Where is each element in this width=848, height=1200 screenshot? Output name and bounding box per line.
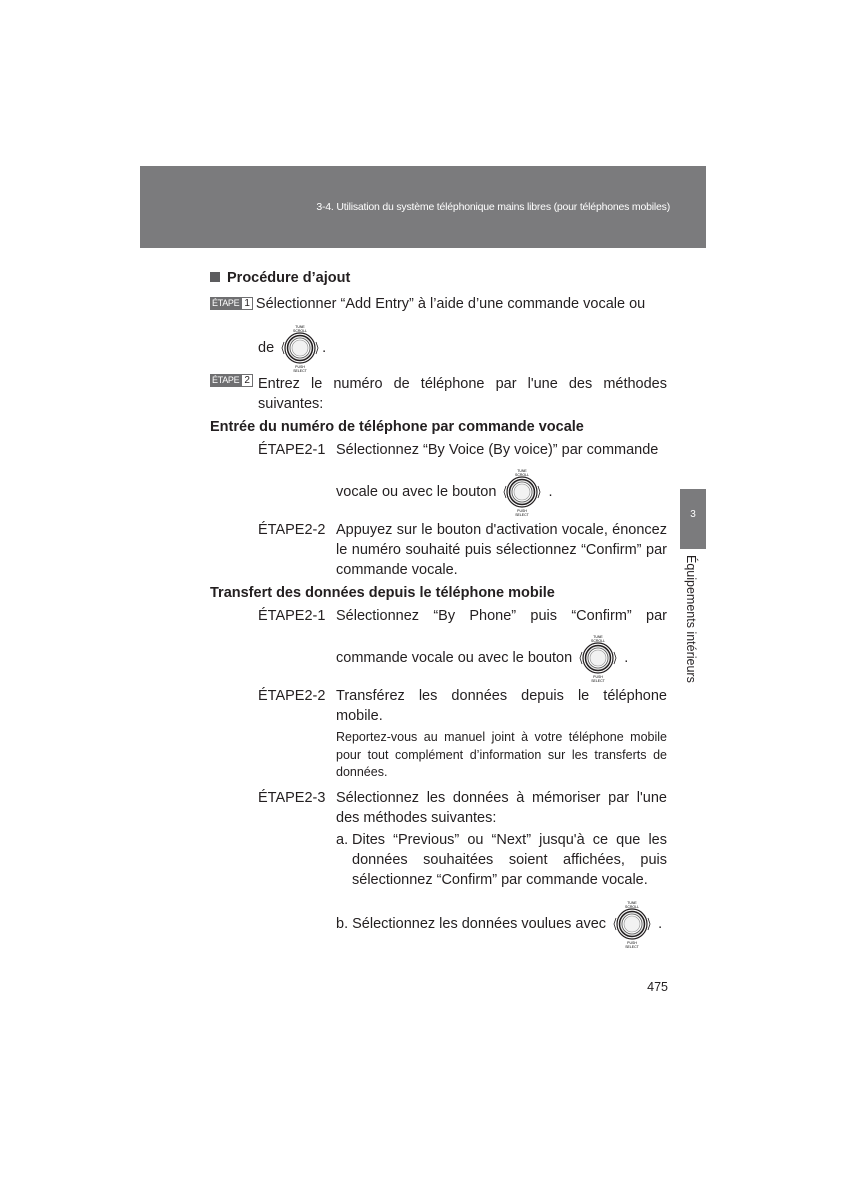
phone-transfer-heading: Transfert des données depuis le téléphone mobile	[210, 585, 555, 601]
step-1	[210, 294, 667, 314]
phone-step-2-3-text: Sélectionnez les données à mémoriser par l'une des méthodes suivantes:	[336, 790, 667, 826]
svg-text:PUSH: PUSH	[295, 365, 306, 369]
voice-step-2-1-text-b: vocale ou avec le bouton	[336, 483, 497, 500]
svg-text:PUSH: PUSH	[593, 675, 604, 679]
tune-knob-icon	[610, 898, 654, 950]
svg-text:SELECT: SELECT	[293, 369, 307, 373]
voice-step-2-1-continuation	[336, 466, 553, 518]
option-b-period: .	[658, 915, 663, 932]
option-b-text: Sélectionnez les données voulues avec	[352, 915, 607, 932]
phone-step-2-2-label: ÉTAPE2-2	[258, 688, 326, 704]
phone-step-2-2-note: Reportez-vous au manuel joint à votre téléphone mobile pour tout complément d’information sur les transferts de données.	[336, 730, 667, 779]
tune-knob-icon	[576, 632, 620, 684]
svg-text:SELECT: SELECT	[515, 513, 530, 517]
phone-step-2-3-label: ÉTAPE2-3	[258, 790, 326, 806]
step-1-text-b: de	[258, 339, 275, 356]
voice-step-2-2-label: ÉTAPE2-2	[258, 522, 326, 538]
svg-text:SCROLL: SCROLL	[591, 639, 606, 643]
voice-step-2-1-text: Sélectionnez “By Voice (By voice)” par commande	[336, 442, 659, 458]
step-2	[210, 374, 667, 414]
phone-step-2-1-continuation	[336, 632, 628, 684]
svg-text:TUNE: TUNE	[295, 325, 305, 329]
tune-knob-icon	[278, 322, 322, 374]
etape-badge-1: ÉTAPE 1	[210, 297, 253, 310]
step-1-text: Sélectionner “Add Entry” à l’aide d’une commande vocale ou	[255, 296, 646, 312]
svg-text:SCROLL: SCROLL	[625, 905, 640, 909]
side-tab-label: Équipements intérieurs	[684, 555, 698, 683]
option-b-label: b.	[336, 915, 349, 932]
svg-text:TUNE: TUNE	[517, 469, 528, 473]
etape-badge-2: ÉTAPE 2	[210, 374, 253, 387]
voice-step-2-2-text: Appuyez sur le bouton d'activation vocale, énoncez le numéro souhaité puis sélectionnez “Confirm” par commande vocale.	[336, 522, 667, 578]
section-heading	[210, 268, 350, 288]
phone-step-2-2-text: Transférez les données depuis le téléphone mobile.	[336, 688, 667, 724]
svg-text:TUNE: TUNE	[627, 901, 637, 905]
side-tab-number: 3	[690, 509, 696, 520]
option-b	[336, 898, 662, 950]
square-bullet-icon	[210, 272, 220, 282]
section-title: Procédure d’ajout	[227, 270, 351, 286]
page-number: 475	[647, 980, 668, 994]
svg-text:PUSH: PUSH	[627, 941, 637, 945]
svg-text:TUNE: TUNE	[593, 635, 603, 639]
chapter-header-band	[140, 166, 706, 248]
side-chapter-tab	[680, 489, 706, 549]
svg-text:SELECT: SELECT	[591, 679, 606, 683]
phone-step-2-1-text: Sélectionnez “By Phone” puis “Confirm” par	[336, 608, 667, 624]
svg-text:SELECT: SELECT	[625, 945, 639, 949]
voice-step-2-1-label: ÉTAPE2-1	[258, 442, 326, 458]
phone-step-2-1-text-b: commande vocale ou avec le bouton	[336, 649, 573, 666]
voice-step-2-1-period: .	[548, 483, 553, 500]
svg-text:SCROLL: SCROLL	[293, 329, 308, 333]
option-a-text: Dites “Previous” ou “Next” jusqu'à ce que les données souhaitées soient affichées, puis sélectionnez “Confirm” par commande vocale.	[352, 832, 667, 888]
svg-text:SCROLL: SCROLL	[515, 473, 530, 477]
step-1-continuation	[258, 322, 326, 374]
phone-step-2-1-period: .	[624, 649, 629, 666]
chapter-title: 3-4. Utilisation du système téléphonique mains libres (pour téléphones mobiles)	[316, 201, 670, 213]
option-a-label: a.	[336, 832, 349, 848]
step-2-text: Entrez le numéro de téléphone par l'une des méthodes suivantes:	[258, 376, 667, 412]
phone-step-2-1-label: ÉTAPE2-1	[258, 608, 326, 624]
tune-knob-icon	[500, 466, 544, 518]
step-1-period: .	[322, 339, 327, 356]
svg-text:PUSH: PUSH	[517, 509, 528, 513]
voice-entry-heading: Entrée du numéro de téléphone par commande vocale	[210, 419, 584, 435]
